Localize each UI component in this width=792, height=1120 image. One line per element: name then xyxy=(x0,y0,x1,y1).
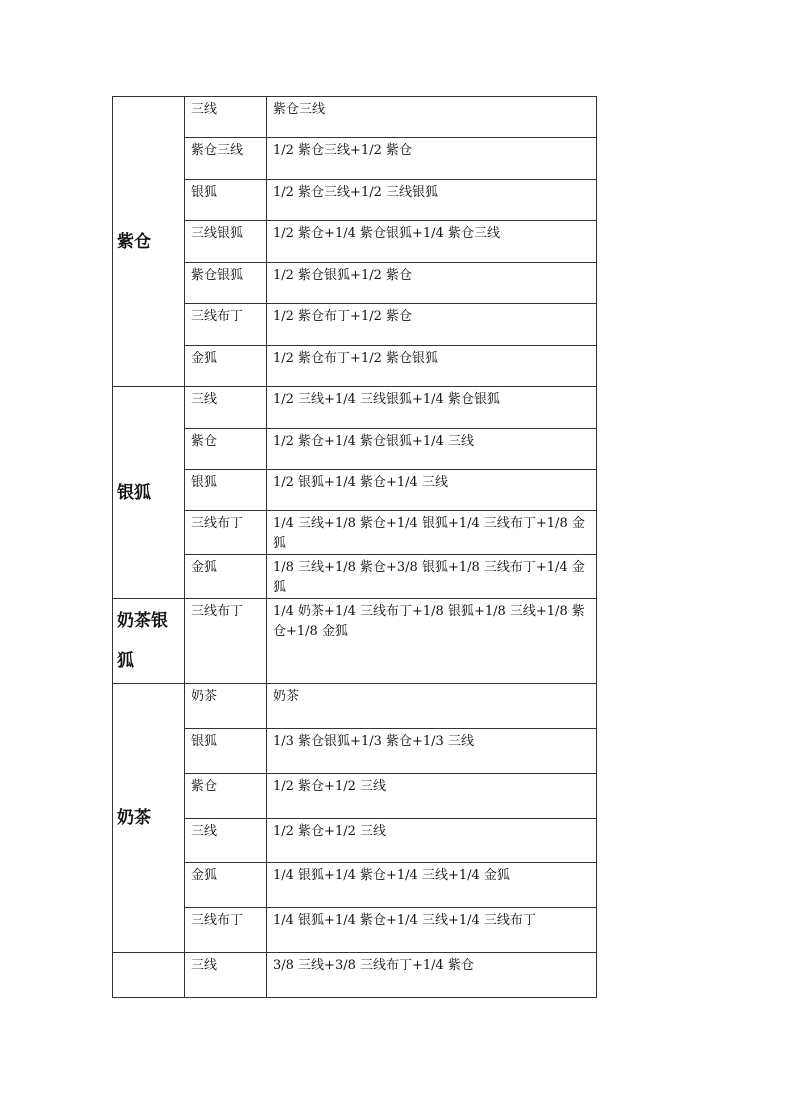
group-label: 银狐 xyxy=(113,387,185,599)
parent-cell: 奶茶 xyxy=(185,684,267,729)
group-label: 奶茶 xyxy=(113,684,185,953)
parent-cell: 银狐 xyxy=(185,180,267,221)
table-row xyxy=(113,599,597,684)
table-row xyxy=(113,180,597,221)
table-row xyxy=(113,138,597,180)
table-row xyxy=(113,555,597,599)
parent-cell: 三线布丁 xyxy=(185,511,267,555)
result-cell: 1/2 三线+1/4 三线银狐+1/4 紫仓银狐 xyxy=(267,387,597,429)
result-cell: 紫仓三线 xyxy=(267,97,597,138)
table-row xyxy=(113,729,597,774)
result-cell: 1/4 银狐+1/4 紫仓+1/4 三线+1/4 金狐 xyxy=(267,863,597,908)
result-cell: 1/2 紫仓布丁+1/2 紫仓 xyxy=(267,304,597,346)
parent-cell: 金狐 xyxy=(185,863,267,908)
table-row xyxy=(113,863,597,908)
result-cell: 1/4 银狐+1/4 紫仓+1/4 三线+1/4 三线布丁 xyxy=(267,908,597,953)
table-row xyxy=(113,304,597,346)
parent-cell: 三线 xyxy=(185,953,267,998)
result-cell: 1/2 紫仓三线+1/2 三线银狐 xyxy=(267,180,597,221)
group-label: 奶茶银狐 xyxy=(113,599,185,684)
group-label xyxy=(113,953,185,998)
parent-cell: 三线 xyxy=(185,97,267,138)
result-cell: 1/2 银狐+1/4 紫仓+1/4 三线 xyxy=(267,470,597,511)
result-cell: 1/2 紫仓三线+1/2 紫仓 xyxy=(267,138,597,180)
table-row xyxy=(113,97,597,138)
table-row xyxy=(113,470,597,511)
result-cell: 1/2 紫仓+1/2 三线 xyxy=(267,774,597,819)
result-cell: 1/2 紫仓+1/4 紫仓银狐+1/4 紫仓三线 xyxy=(267,221,597,263)
table-row xyxy=(113,511,597,555)
parent-cell: 紫仓三线 xyxy=(185,138,267,180)
table-row xyxy=(113,387,597,429)
parent-cell: 紫仓银狐 xyxy=(185,263,267,304)
result-cell: 1/8 三线+1/8 紫仓+3/8 银狐+1/8 三线布丁+1/4 金狐 xyxy=(267,555,597,599)
result-cell: 1/4 三线+1/8 紫仓+1/4 银狐+1/4 三线布丁+1/8 金狐 xyxy=(267,511,597,555)
parent-cell: 三线布丁 xyxy=(185,304,267,346)
parent-cell: 金狐 xyxy=(185,555,267,599)
table-row xyxy=(113,684,597,729)
parent-cell: 三线银狐 xyxy=(185,221,267,263)
table-row xyxy=(113,221,597,263)
result-cell: 1/2 紫仓+1/4 紫仓银狐+1/4 三线 xyxy=(267,429,597,470)
result-cell: 3/8 三线+3/8 三线布丁+1/4 紫仓 xyxy=(267,953,597,998)
result-cell: 奶茶 xyxy=(267,684,597,729)
result-cell: 1/2 紫仓银狐+1/2 紫仓 xyxy=(267,263,597,304)
table-row xyxy=(113,346,597,387)
parent-cell: 金狐 xyxy=(185,346,267,387)
parent-cell: 银狐 xyxy=(185,470,267,511)
table-row xyxy=(113,263,597,304)
result-cell: 1/3 紫仓银狐+1/3 紫仓+1/3 三线 xyxy=(267,729,597,774)
result-cell: 1/2 紫仓布丁+1/2 紫仓银狐 xyxy=(267,346,597,387)
result-cell: 1/4 奶茶+1/4 三线布丁+1/8 银狐+1/8 三线+1/8 紫仓+1/8 金狐 xyxy=(267,599,597,684)
result-cell: 1/2 紫仓+1/2 三线 xyxy=(267,819,597,863)
table-row xyxy=(113,953,597,998)
table-row xyxy=(113,908,597,953)
parent-cell: 三线布丁 xyxy=(185,908,267,953)
table-row xyxy=(113,819,597,863)
table-row xyxy=(113,429,597,470)
parent-cell: 紫仓 xyxy=(185,774,267,819)
group-label: 紫仓 xyxy=(113,97,185,387)
parent-cell: 紫仓 xyxy=(185,429,267,470)
parent-cell: 三线 xyxy=(185,387,267,429)
breeding-table xyxy=(112,96,597,998)
parent-cell: 银狐 xyxy=(185,729,267,774)
parent-cell: 三线 xyxy=(185,819,267,863)
table-row xyxy=(113,774,597,819)
parent-cell: 三线布丁 xyxy=(185,599,267,684)
